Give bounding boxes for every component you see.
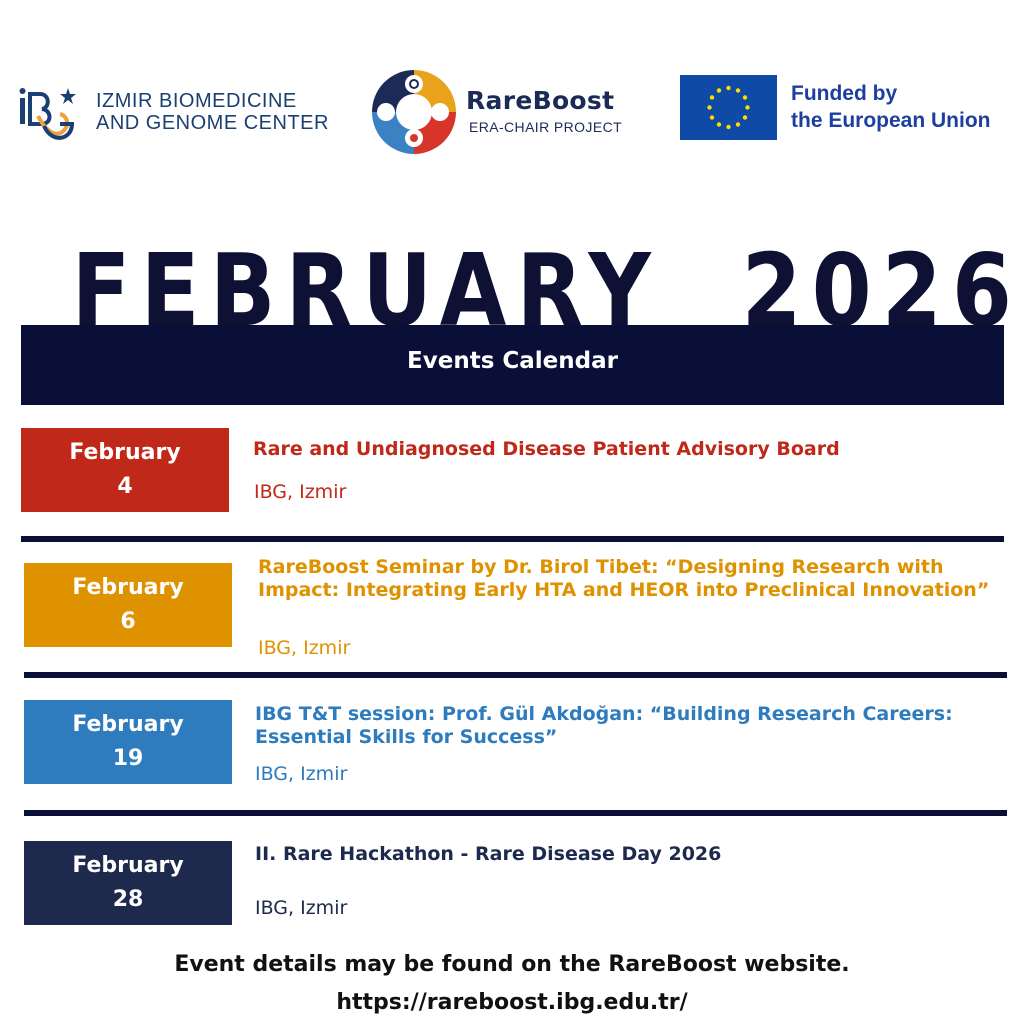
event-month: February bbox=[72, 853, 184, 878]
ibg-logo-text bbox=[96, 90, 329, 134]
event-month: February bbox=[72, 575, 184, 600]
event-day: 19 bbox=[112, 746, 144, 771]
event-location: IBG, Izmir bbox=[255, 763, 348, 785]
website-link[interactable]: https://rareboost.ibg.edu.tr/ bbox=[336, 990, 688, 1015]
divider bbox=[21, 536, 1004, 542]
event-location: IBG, Izmir bbox=[255, 897, 348, 919]
event-title: IBG T&T session: Prof. Gül Akdoğan: “Building Research Careers: Essential Skills for Success” bbox=[255, 703, 953, 748]
event-title: II. Rare Hackathon - Rare Disease Day 2026 bbox=[255, 843, 722, 865]
eu-funding-line2: the European Union bbox=[791, 109, 991, 132]
divider bbox=[24, 810, 1007, 816]
event-date-box bbox=[24, 841, 232, 925]
rareboost-logo-mark bbox=[368, 66, 460, 158]
ibg-logo-mark bbox=[18, 82, 76, 144]
page-title: FEBRUARY 2026 bbox=[71, 232, 1023, 349]
event-day: 28 bbox=[112, 887, 144, 912]
ibg-logo-line1: IZMIR BIOMEDICINE bbox=[96, 90, 297, 112]
event-month: February bbox=[69, 440, 181, 465]
eu-funding-line1: Funded by bbox=[791, 82, 898, 105]
event-date-box bbox=[24, 700, 232, 784]
footer-note: Event details may be found on the RareBoost website. bbox=[174, 952, 850, 977]
event-date-box bbox=[24, 563, 232, 647]
event-location: IBG, Izmir bbox=[254, 481, 347, 503]
event-title: Rare and Undiagnosed Disease Patient Advisory Board bbox=[253, 438, 840, 460]
rareboost-logo-subtitle: ERA-CHAIR PROJECT bbox=[469, 119, 623, 135]
ibg-logo-line2: AND GENOME CENTER bbox=[96, 112, 329, 134]
event-location: IBG, Izmir bbox=[258, 637, 351, 659]
eu-funding-text bbox=[791, 80, 991, 134]
event-title: RareBoost Seminar by Dr. Birol Tibet: “Designing Research with Impact: Integrating Early HTA and HEOR into Preclinical Innovation” bbox=[258, 556, 990, 601]
events-calendar-label: Events Calendar bbox=[407, 348, 618, 374]
rareboost-logo-title: RareBoost bbox=[466, 86, 615, 115]
eu-flag-icon bbox=[680, 75, 777, 140]
event-date-box bbox=[21, 428, 229, 512]
event-day: 6 bbox=[120, 609, 136, 634]
event-day: 4 bbox=[117, 474, 133, 499]
event-month: February bbox=[72, 712, 184, 737]
divider bbox=[24, 672, 1007, 678]
